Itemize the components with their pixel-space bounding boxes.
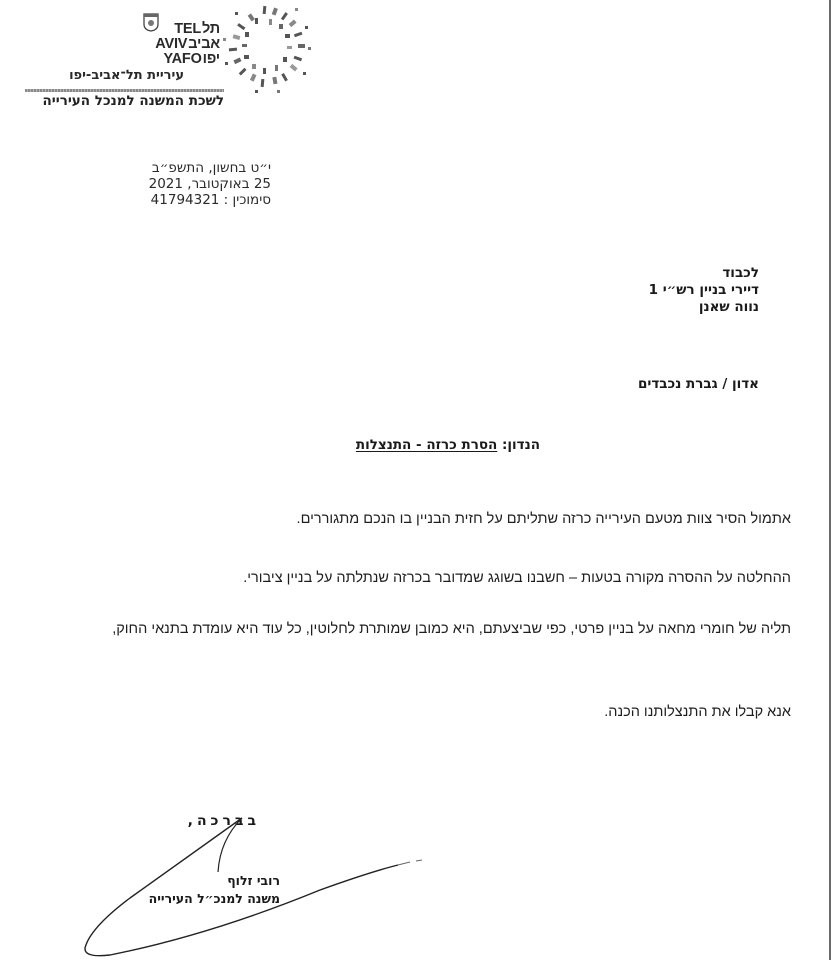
- gregorian-date: 25 באוקטובר, 2021: [148, 176, 271, 192]
- addressee-greeting: לכבוד: [722, 265, 759, 281]
- logo-hebrew-aviv: אביב: [188, 36, 220, 52]
- office-name: לשכת המשנה למנכל העירייה: [42, 93, 224, 109]
- signer-title: משנה למנכ״ל העירייה: [148, 891, 280, 906]
- addressee-recipients: דיירי בניין רש״י 1: [648, 282, 759, 298]
- hebrew-date: י״ט בחשון, התשפ״ב: [151, 160, 271, 176]
- letterhead-divider: [25, 89, 224, 92]
- logo-burst-icon: [215, 2, 315, 97]
- signer-name: רובי זלוף: [227, 873, 280, 888]
- closing-phrase: בברכה,: [187, 813, 260, 829]
- logo-latin-yafo: YAFO: [163, 51, 202, 67]
- subject-label: הנדון:: [502, 437, 540, 453]
- handwritten-signature-icon: [70, 810, 440, 960]
- body-paragraph-4: אנא קבלו את התנצלותנו הכנה.: [604, 704, 791, 720]
- body-paragraph-2: ההחלטה על ההסרה מקורה בטעות – חשבנו בשוגג שמדובר בכרזה שנתלתה על בניין ציבורי.: [243, 570, 791, 586]
- addressee-neighborhood: נווה שאנן: [698, 299, 759, 315]
- date-block: [100, 160, 271, 208]
- reference-number: סימוכין : 41794321: [150, 192, 271, 208]
- logo-hebrew-tel: תל: [201, 21, 220, 37]
- municipality-name: עיריית תל־אביב-יפו: [69, 68, 184, 83]
- salutation: אדון / גברת נכבדים: [638, 376, 759, 392]
- subject-text: הסרת כרזה - התנצלות: [355, 437, 498, 453]
- logo-hebrew-yafo: יפו: [202, 51, 220, 67]
- logo-latin-aviv: AVIV: [155, 36, 188, 52]
- addressee-block: [560, 265, 759, 316]
- body-paragraph-1: אתמול הסיר צוות מטעם העירייה כרזה שתליתם על חזית הבניין בו הנכם מתגוררים.: [296, 511, 791, 527]
- logo-latin-tel: TEL: [174, 21, 201, 37]
- subject-line: [250, 437, 540, 453]
- logo-wordmark: [148, 22, 220, 67]
- body-paragraph-3: תליה של חומרי מחאה על בניין פרטי, כפי שביצעתם, היא כמובן שמותרת לחלוטין, כל עוד היא עומדת בתנאי החוק,: [112, 621, 791, 637]
